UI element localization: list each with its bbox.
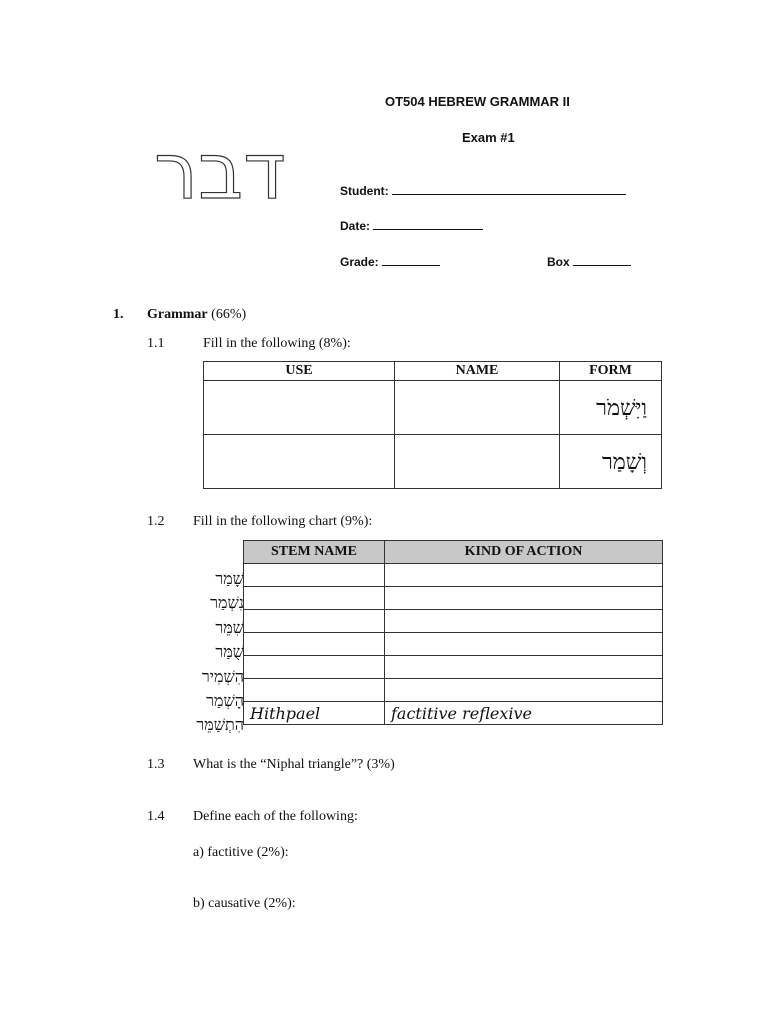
exam-course-title: OT504 HEBREW GRAMMAR II	[385, 94, 570, 109]
q1-1-number: 1.1	[147, 336, 165, 351]
kind-cell[interactable]	[385, 679, 663, 702]
q1-2-prompt: Fill in the following chart (9%):	[193, 514, 373, 529]
davar-logo-icon	[140, 136, 300, 208]
stem-name-cell[interactable]	[244, 633, 385, 656]
use-name-form-table	[203, 361, 662, 489]
stem-chart-table	[243, 540, 663, 725]
table-row	[244, 587, 663, 610]
student-field[interactable]	[340, 184, 626, 198]
col-name: NAME	[395, 362, 560, 381]
stem-form: נִשְׁמַר	[210, 593, 244, 613]
col-use: USE	[204, 362, 395, 381]
q1-4-a: a) factitive (2%):	[193, 845, 289, 860]
table-row	[244, 610, 663, 633]
box-field[interactable]	[547, 255, 631, 269]
kind-cell[interactable]	[385, 587, 663, 610]
q1-1-prompt: Fill in the following (8%):	[203, 336, 351, 351]
section-number: 1.	[113, 307, 124, 322]
table-row	[244, 633, 663, 656]
section-title: Grammar	[147, 307, 208, 322]
date-line[interactable]	[373, 219, 483, 230]
q1-3-prompt: What is the “Niphal triangle”? (3%)	[193, 757, 395, 772]
col-stem-name: STEM NAME	[244, 541, 385, 564]
grade-label: Grade:	[340, 255, 379, 269]
date-label: Date:	[340, 219, 371, 233]
svg-text:דבר: דבר	[154, 136, 286, 208]
table-header-row	[204, 362, 662, 381]
student-line[interactable]	[392, 184, 626, 195]
table-header-row	[244, 541, 663, 564]
col-kind-of-action: KIND OF ACTION	[385, 541, 663, 564]
q1-2-number: 1.2	[147, 514, 165, 529]
stem-name-cell[interactable]	[244, 587, 385, 610]
q1-4-prompt: Define each of the following:	[193, 809, 358, 824]
q1-3-number: 1.3	[147, 757, 165, 772]
stem-form: שָׁמַר	[215, 569, 244, 588]
name-cell[interactable]	[395, 435, 560, 489]
grade-line[interactable]	[382, 255, 440, 266]
stem-form: הִשְׁמִיר	[201, 666, 244, 686]
table-row	[204, 435, 662, 489]
box-label: Box	[547, 255, 570, 269]
q1-4-number: 1.4	[147, 809, 165, 824]
stem-name-cell[interactable]: Hithpael	[244, 702, 385, 725]
stem-name-cell[interactable]	[244, 610, 385, 633]
section-percent: (66%)	[211, 307, 247, 322]
stem-name-cell[interactable]	[244, 679, 385, 702]
kind-cell[interactable]: factitive reflexive	[385, 702, 663, 725]
table-row	[204, 381, 662, 435]
table-row	[244, 564, 663, 587]
box-line[interactable]	[573, 255, 631, 266]
form-cell: וַיִּשְׁמֹר	[560, 381, 662, 435]
q1-4-b: b) causative (2%):	[193, 896, 296, 911]
stem-name-cell[interactable]	[244, 564, 385, 587]
stem-form: הִתְשַׁמֵּר	[196, 715, 244, 735]
name-cell[interactable]	[395, 381, 560, 435]
col-form: FORM	[560, 362, 662, 381]
grade-field[interactable]	[340, 255, 440, 269]
use-cell[interactable]	[204, 381, 395, 435]
stem-form: שִׁמֵּר	[215, 617, 244, 637]
exam-number: Exam #1	[462, 130, 515, 145]
table-row	[244, 656, 663, 679]
table-row	[244, 702, 663, 725]
kind-cell[interactable]	[385, 633, 663, 656]
section-heading	[147, 307, 246, 323]
stem-forms-list	[190, 567, 244, 738]
student-label: Student:	[340, 184, 389, 198]
stem-form: הָשְׁמַר	[206, 690, 244, 710]
stem-name-cell[interactable]	[244, 656, 385, 679]
use-cell[interactable]	[204, 435, 395, 489]
table-row	[244, 679, 663, 702]
kind-cell[interactable]	[385, 656, 663, 679]
stem-form: שֻׁמַּר	[215, 642, 244, 662]
form-cell: וְשָׁמַר	[560, 435, 662, 489]
date-field[interactable]	[340, 219, 483, 233]
kind-cell[interactable]	[385, 564, 663, 587]
kind-cell[interactable]	[385, 610, 663, 633]
